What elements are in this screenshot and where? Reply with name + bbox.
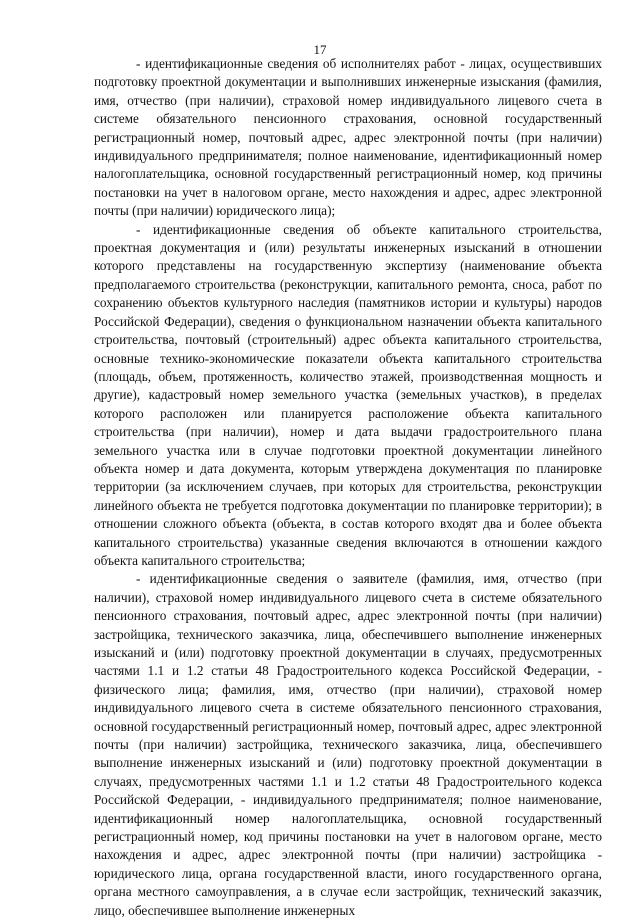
paragraph-contractors-info: - идентификационные сведения об исполнителях работ - лицах, осуществивших подготовку проектной документации и выполнивших инженерные изыскания (фамилия, имя, отчество (при наличии), страховой номер индивидуального лицевого счета в системе обязательного пенсионного страхования, основной государственный регистрационный номер, почтовый адрес, адрес электронной почты (при наличии) индивидуального предпринимателя; полное наименование, идентификационный номер налогоплательщика, основной государственный регистрационный номер, код причины постановки на учет в налоговом органе, место нахождения и адрес, адрес электронной почты (при наличии) юридического лица);: [94, 56, 602, 219]
paragraph-construction-object-info: - идентификационные сведения об объекте капитального строительства, проектная документация и (или) результаты инженерных изысканий в отношении которого представлены на государственную экспертизу (наименование объекта предполагаемого строительства (реконструкции, капитального ремонта, сноса, работ по сохранению объектов культурного наследия (памятников истории и культуры) народов Российской Федерации), сведения о функциональном назначении объекта капитального строительства, почтовый (строительный) адрес объекта капитального строительства, основные технико-экономические показатели объекта капитального строительства (площадь, объем, протяженность, количество этажей, производственная мощность и другие), кадастровый номер земельного участка (земельных участков), в пределах которого расположен или планируется расположение объекта капитального строительства (при наличии), номер и дата выдачи градостроительного плана земельного участка или в случае подготовки проектной документации линейного объекта номер и дата документа, которым утверждена документация по планировке территории (за исключением случаев, при которых для строительства, реконструкции линейного объекта не требуется подготовка документации по планировке территории); в отношении сложного объекта (объекта, в состав которого входят два и более объекта капитального строительства) указанные сведения включаются в отношении каждого объекта капитального строительства;: [94, 221, 602, 568]
document-body: [94, 55, 602, 920]
paragraph-applicant-info: - идентификационные сведения о заявителе (фамилия, имя, отчество (при наличии), страховой номер индивидуального лицевого счета в системе обязательного пенсионного страхования, почтовый адрес, адрес электронной почты (при наличии) застройщика, технического заказчика, лица, обеспечившего выполнение инженерных изысканий и (или) подготовку проектной документации в случаях, предусмотренных частями 1.1 и 1.2 статьи 48 Градостроительного кодекса Российской Федерации, - физического лица; фамилия, имя, отчество (при наличии), страховой номер индивидуального лицевого счета в системе обязательного пенсионного страхования, основной государственный регистрационный номер, почтовый адрес, адрес электронной почты (при наличии) застройщика, технического заказчика, лица, обеспечившего выполнение инженерных изысканий и (или) подготовку проектной документации в случаях, предусмотренных частями 1.1 и 1.2 статьи 48 Градостроительного кодекса Российской Федерации, - индивидуального предпринимателя; полное наименование, идентификационный номер налогоплательщика, основной государственный регистрационный номер, код причины постановки на учет в налоговом органе, место нахождения и адрес, адрес электронной почты (при наличии) застройщика - юридического лица, органа государственной власти, иного государственного органа, органа местного самоуправления, а в случае если застройщик, технический заказчик, лицо, обеспечившее выполнение инженерных: [94, 571, 602, 918]
page-number: 17: [313, 42, 327, 57]
